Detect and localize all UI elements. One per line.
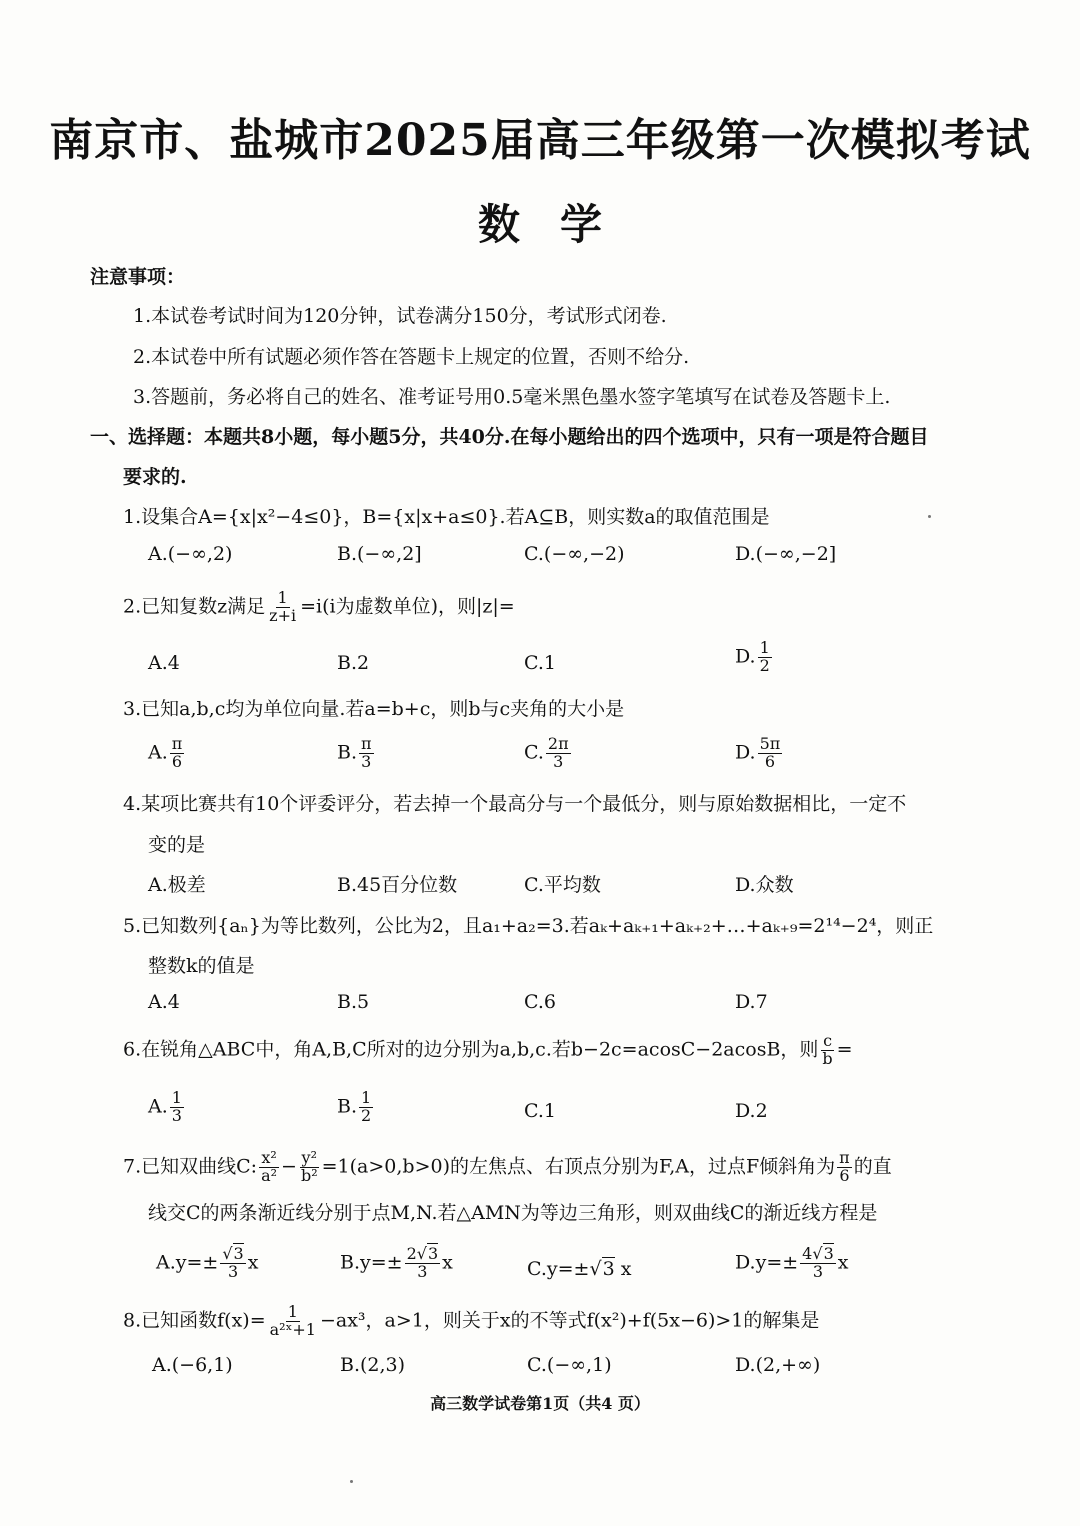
q7-a2: a² <box>261 1165 278 1185</box>
q5-option-a: A.4 <box>148 991 180 1013</box>
question-3-stem: 3.已知a,b,c均为单位向量.若a=b+c，则b与c夹角的大小是 <box>123 698 625 720</box>
q7-b-rad: 3 <box>427 1244 439 1263</box>
q2-d-num: 1 <box>759 638 770 657</box>
q7-d-den: 3 <box>812 1261 824 1281</box>
q3-a-num: π <box>171 734 183 753</box>
q1-option-c: C.(−∞,−2) <box>524 543 625 565</box>
q7-option-d <box>735 1246 848 1281</box>
q7-d-tail: x <box>837 1251 849 1274</box>
q7-b-label: B.y=± <box>340 1251 403 1274</box>
q4-option-c: C.平均数 <box>524 874 601 896</box>
q2-option-d-label: D. <box>735 645 756 668</box>
section-heading: 一、选择题：本题共8小题，每小题5分，共40分.在每小题给出的四个选项中，只有一项是符合题目 <box>90 426 929 448</box>
scan-speck <box>928 515 931 518</box>
q7-option-b <box>340 1246 453 1281</box>
q7-y2: y² <box>301 1148 317 1167</box>
q7-x2: x² <box>261 1148 277 1167</box>
q8-option-b: B.(2,3) <box>340 1354 406 1376</box>
q6-a-den: 3 <box>171 1105 182 1125</box>
question-7-stem: 7.已知双曲线C: $\frac{\text{x²}}{\text{a²}}$ − $\frac{\text{y²}}{\text{b²}}$ =1(a>0,b>0)的左焦点、右顶点分别为F,A，过点F倾斜角为 $\frac{\pi}{6}$ 的直 <box>123 1148 892 1185</box>
q3-b-label: B. <box>337 741 358 764</box>
q7-a-den: 3 <box>227 1261 239 1281</box>
q6-a-label: A. <box>148 1095 168 1118</box>
q6-option-a <box>148 1090 186 1125</box>
notice-item-2: 2.本试卷中所有试题必须作答在答题卡上规定的位置，否则不给分. <box>133 346 690 368</box>
q6-frac-den: b <box>822 1048 833 1068</box>
q7-b-num: 2√3 <box>406 1244 439 1263</box>
q7-y-frac <box>299 1150 320 1185</box>
q3-d-label: D. <box>735 741 756 764</box>
q3-c-label: C. <box>524 741 544 764</box>
scan-speck <box>350 1480 353 1483</box>
q7-a-label: A.y=± <box>156 1251 219 1274</box>
q4-option-a: A.极差 <box>148 874 206 896</box>
q8-fraction <box>268 1304 318 1339</box>
q2-option-b: B.2 <box>337 652 370 674</box>
q3-b-frac <box>359 736 374 771</box>
q3-b-num: π <box>361 734 372 753</box>
question-1-stem: 1.设集合A={x|x²−4≤0}，B={x|x+a≤0}.若A⊆B，则实数a的取值范围是 <box>123 506 770 528</box>
q7-stem-post: 的直 <box>853 1155 892 1178</box>
subject-title: 数学 <box>477 200 642 249</box>
q7-d-frac <box>800 1246 836 1281</box>
q7-b-tail: x <box>442 1251 453 1274</box>
q3-c-frac <box>546 736 571 771</box>
notice-heading: 注意事项： <box>90 266 186 288</box>
q7-d-label: D.y=± <box>735 1251 799 1274</box>
q3-option-d <box>735 736 784 771</box>
q1-option-d: D.(−∞,−2] <box>735 543 837 565</box>
q7-b-coef: 2 <box>406 1244 417 1263</box>
q6-option-b <box>337 1090 375 1125</box>
q3-b-den: 3 <box>361 751 372 771</box>
q2-fraction <box>267 590 298 625</box>
q7-ang-den: 6 <box>839 1165 850 1185</box>
q6-option-d: D.2 <box>735 1100 768 1122</box>
q3-d-frac <box>758 736 783 771</box>
q7-c-tail: x <box>620 1258 632 1280</box>
q7-d-coef: 4 <box>802 1244 813 1263</box>
q2-d-den: 2 <box>759 655 770 675</box>
q8-frac-den: a²ˣ+1 <box>269 1319 316 1339</box>
q3-a-label: A. <box>148 741 168 764</box>
q7-b-den: 3 <box>417 1261 428 1281</box>
q8-option-d: D.(2,+∞) <box>735 1354 821 1376</box>
q6-b-label: B. <box>337 1095 358 1118</box>
q5-option-c: C.6 <box>524 991 556 1013</box>
q3-a-den: 6 <box>171 751 183 771</box>
q6-stem-post: = <box>836 1038 853 1061</box>
q7-b-frac <box>405 1246 441 1281</box>
q7-x-frac <box>259 1150 279 1185</box>
q2-option-d <box>735 640 774 675</box>
q8-stem-pre: 8.已知函数f(x)= <box>123 1309 266 1332</box>
page-footer: 高三数学试卷第1页（共4 页） <box>430 1394 650 1413</box>
question-5-stem-cont: 整数k的值是 <box>148 955 255 977</box>
q6-option-c: C.1 <box>524 1100 556 1122</box>
q7-option-a <box>156 1246 258 1281</box>
q1-option-b: B.(−∞,2] <box>337 543 422 565</box>
q3-option-a <box>148 736 186 771</box>
q4-option-b: B.45百分位数 <box>337 874 458 896</box>
q3-a-frac <box>170 736 185 771</box>
q7-b2: b² <box>300 1165 318 1185</box>
question-5-stem: 5.已知数列{aₙ}为等比数列，公比为2，且a₁+a₂=3.若aₖ+aₖ₊₁+aₖ₊₂+…+aₖ₊₉=2¹⁴−2⁴，则正 <box>123 915 934 937</box>
q8-stem-post: −ax³，a>1，则关于x的不等式f(x²)+f(5x−6)>1的解集是 <box>319 1309 820 1332</box>
q6-a-frac <box>170 1090 184 1125</box>
q3-d-den: 6 <box>764 751 776 771</box>
q3-d-num: 5π <box>759 734 781 753</box>
q6-b-frac <box>359 1090 373 1125</box>
q6-b-num: 1 <box>361 1088 372 1107</box>
exam-title: 南京市、盐城市2025届高三年级第一次模拟考试 <box>49 115 1031 166</box>
q1-option-a: A.(−∞,2) <box>148 543 233 565</box>
q2-stem-pre: 2.已知复数z满足 <box>123 595 266 618</box>
q7-ang-num: π <box>839 1148 850 1167</box>
q7-a-frac <box>220 1246 245 1281</box>
q7-a-num: √3 <box>222 1244 244 1263</box>
q8-frac-num: 1 <box>287 1302 298 1321</box>
q2-option-a: A.4 <box>148 652 180 674</box>
question-7-stem-cont: 线交C的两条渐近线分别于点M,N.若△AMN为等边三角形，则双曲线C的渐近线方程是 <box>148 1202 878 1224</box>
q7-c-label: C.y=± <box>527 1258 590 1280</box>
question-6-stem <box>123 1033 853 1068</box>
q7-a-rad: 3 <box>233 1244 244 1263</box>
q7-option-c: C.y=±√3 x <box>527 1258 632 1280</box>
q7-d-num: 4√3 <box>802 1244 834 1263</box>
question-2-stem <box>123 590 515 625</box>
q6-frac-num: c <box>823 1031 833 1050</box>
q2-frac-num: 1 <box>277 588 288 607</box>
question-8-stem <box>123 1304 819 1339</box>
q5-option-d: D.7 <box>735 991 768 1013</box>
q8-option-a: A.(−6,1) <box>152 1354 233 1376</box>
q4-option-d: D.众数 <box>735 874 794 896</box>
notice-item-1: 1.本试卷考试时间为120分钟，试卷满分150分，考试形式闭卷. <box>133 305 667 327</box>
q2-option-d-frac <box>758 640 772 675</box>
q7-stem-pre: 7.已知双曲线C: <box>123 1155 258 1178</box>
notice-item-3: 3.答题前，务必将自己的姓名、准考证号用0.5毫米黑色墨水签字笔填写在试卷及答题卡上. <box>133 386 891 408</box>
q3-c-num: 2π <box>547 734 569 753</box>
q7-c-rad: 3 <box>602 1258 615 1280</box>
q2-option-c: C.1 <box>524 652 556 674</box>
q7-stem-mid: =1(a>0,b>0)的左焦点、右顶点分别为F,A，过点F倾斜角为 <box>321 1155 836 1178</box>
q6-a-num: 1 <box>171 1088 182 1107</box>
q2-stem-post: =i(i为虚数单位)，则|z|= <box>300 595 515 618</box>
q3-c-den: 3 <box>553 751 564 771</box>
q2-frac-den: z+i <box>269 605 297 625</box>
q6-fraction <box>820 1033 834 1068</box>
q8-option-c: C.(−∞,1) <box>527 1354 612 1376</box>
q3-option-c <box>524 736 573 771</box>
question-4-stem: 4.某项比赛共有10个评委评分，若去掉一个最高分与一个最低分，则与原始数据相比，一定不 <box>123 793 907 815</box>
q6-stem-pre: 6.在锐角△ABC中，角A,B,C所对的边分别为a,b,c.若b−2c=acosC−2acosB，则 <box>123 1038 819 1061</box>
q5-option-b: B.5 <box>337 991 370 1013</box>
section-heading-cont: 要求的. <box>123 466 187 488</box>
q7-angle-frac <box>837 1150 852 1185</box>
question-4-stem-cont: 变的是 <box>148 834 206 856</box>
q7-a-tail: x <box>247 1251 259 1274</box>
q3-option-b <box>337 736 376 771</box>
q6-b-den: 2 <box>361 1105 372 1125</box>
q7-d-rad: 3 <box>823 1244 834 1263</box>
